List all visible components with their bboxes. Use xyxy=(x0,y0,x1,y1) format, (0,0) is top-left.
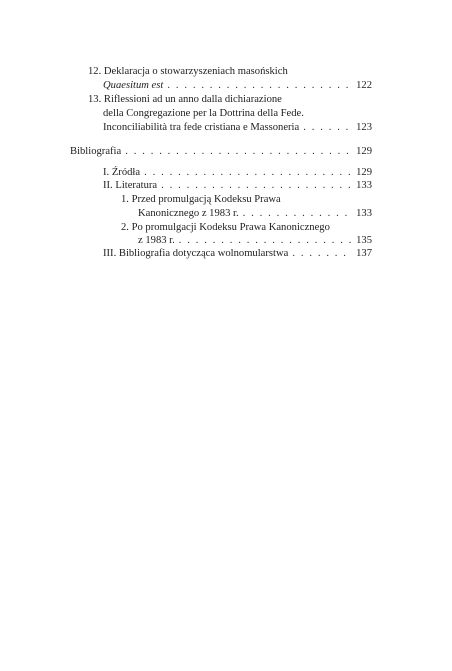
toc-literatura-page: 133 xyxy=(356,180,372,191)
toc-entry-bibliografia xyxy=(70,145,372,158)
toc-leader-dots xyxy=(125,145,352,158)
toc-lit1-page: 133 xyxy=(356,208,372,219)
toc-lit2-title-part1: 2. Po promulgacji Kodeksu Prawa Kanonicznego xyxy=(121,222,330,233)
toc-entry-lit2-line2 xyxy=(138,234,372,247)
toc-wolnomularstwo-title: III. Bibliografia dotycząca wolnomularstwa xyxy=(103,248,289,259)
toc-entry-lit1-line2 xyxy=(138,207,372,220)
toc-lit1-title-part1: 1. Przed promulgacją Kodeksu Prawa xyxy=(121,194,281,205)
toc-entry-13-line3 xyxy=(103,121,372,134)
toc-entry-13-title-part2: della Congregazione per la Dottrina della Fede. xyxy=(103,108,304,119)
toc-entry-13-line2 xyxy=(103,107,372,120)
toc-leader-dots xyxy=(292,247,352,260)
toc-wolnomularstwo-page: 137 xyxy=(356,248,372,259)
toc-entry-wolnomularstwo xyxy=(103,247,372,260)
toc-leader-dots xyxy=(167,79,352,92)
toc-leader-dots xyxy=(161,179,352,192)
toc-zrodla-page: 129 xyxy=(356,167,372,178)
toc-entry-12-title-line xyxy=(88,65,372,78)
toc-literatura-title: II. Literatura xyxy=(103,180,158,191)
toc-lit1-title-part2: Kanonicznego z 1983 r. xyxy=(138,208,239,219)
toc-lit2-title-part2: z 1983 r. xyxy=(138,235,175,246)
toc-lit2-page: 135 xyxy=(356,235,372,246)
toc-entry-12-title: 12. Deklaracja o stowarzyszeniach masońskich xyxy=(88,66,288,77)
toc-entry-literatura xyxy=(103,179,372,192)
toc-leader-dots xyxy=(303,121,352,134)
toc-entry-13-line1 xyxy=(88,93,372,106)
toc-entry-lit2-line1 xyxy=(121,221,372,234)
toc-leader-dots xyxy=(144,166,352,179)
toc-leader-dots xyxy=(179,234,352,247)
toc-entry-13-title-part3: Inconciliabilità tra fede cristiana e Massoneria xyxy=(103,122,300,133)
toc-leader-dots xyxy=(243,207,353,220)
toc-entry-13-title-part1: 13. Riflessioni ad un anno dalla dichiarazione xyxy=(88,94,282,105)
toc-entry-zrodla xyxy=(103,166,372,179)
toc-entry-lit1-line1 xyxy=(121,193,372,206)
toc-zrodla-title: I. Źródła xyxy=(103,167,141,178)
toc-bibliografia-page: 129 xyxy=(356,146,372,157)
toc-entry-12-sub-line xyxy=(103,79,372,92)
toc-bibliografia-title: Bibliografia xyxy=(70,146,122,157)
toc-entry-12-page: 122 xyxy=(356,80,372,91)
toc-entry-13-page: 123 xyxy=(356,122,372,133)
toc-entry-12-subtitle: Quaesitum est xyxy=(103,80,164,91)
